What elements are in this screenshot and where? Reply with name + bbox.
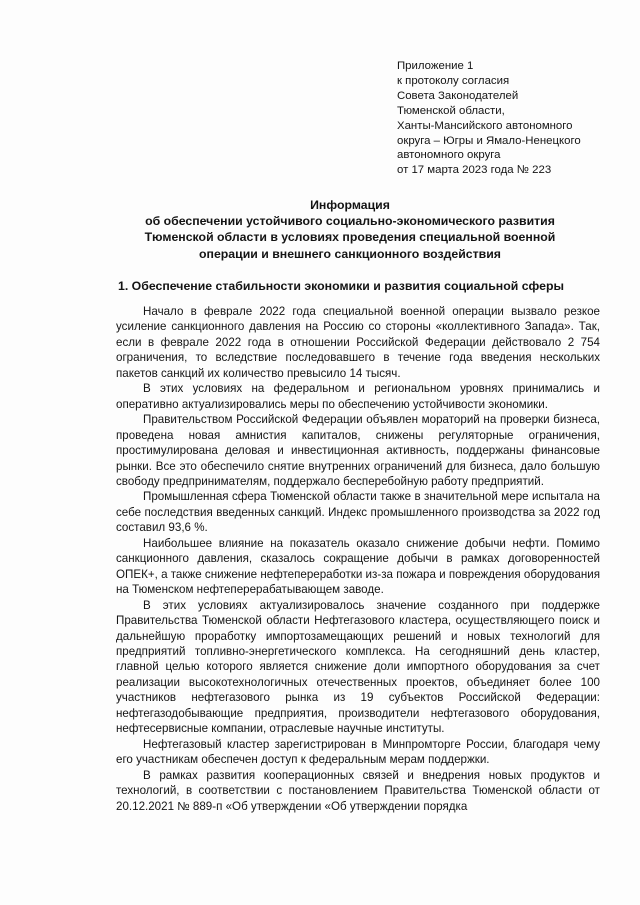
title-line: операции и внешнего санкционного воздействия xyxy=(199,246,501,261)
appendix-line: к протоколу согласия xyxy=(397,74,510,87)
appendix-line: от 17 марта 2023 года № 223 xyxy=(397,164,552,177)
body-text xyxy=(116,304,600,814)
paragraph: В рамках развития кооперационных связей и внедрения новых продуктов и технологий, в соответствии с постановлением Правительства Тюменской области от 20.12.2021 № 889-п «Об утверждении «Об утверждении порядка xyxy=(116,768,600,813)
appendix-line: автономного округа xyxy=(397,149,501,162)
paragraph: Промышленная сфера Тюменской области также в значительной мере испытала на себе последствия введенных санкций. Индекс промышленного производства за 2022 год составил 93,6 %. xyxy=(116,490,600,535)
appendix-line: Приложение 1 xyxy=(397,60,474,72)
appendix-line: Тюменской области, xyxy=(397,104,505,117)
section-heading: 1. Обеспечение стабильности экономики и развития социальной сферы xyxy=(118,279,564,293)
document-title xyxy=(100,197,600,262)
paragraph: Нефтегазовый кластер зарегистрирован в Минпромторге России, благодаря чему его участникам обеспечен доступ к федеральным мерам поддержки. xyxy=(116,737,600,767)
title-line: об обеспечении устойчивого социально-экономического развития xyxy=(145,214,555,229)
paragraph: В этих условиях на федеральном и региональном уровнях принимались и оперативно актуализировались меры по обеспечению устойчивости экономики. xyxy=(116,382,600,411)
paragraph: Наибольшее влияние на показатель оказало снижение добычи нефти. Помимо санкционного давления, сказалось сокращение добычи в рамках договоренностей ОПЕК+, а также снижение нефтепереработки из-за пожара и повреждения оборудования на Тюменском нефтеперерабатывающем заводе. xyxy=(116,536,600,597)
paragraph: В этих условиях актуализировалось значение созданного при поддержке Правительства Тюменской области Нефтегазового кластера, осуществляющего поиск и дальнейшую проработку импортозамещающих решений и новых технологий для предприятий топливно-энергетического комплекса. На сегодняшний день кластер, главной целью которого является снижение доли импортного оборудования за счет реализации высокотехнологичных отечественных проектов, объединяет более 100 участников нефтегазового рынка из 19 субъектов Российской Федерации: нефтегазодобывающие предприятия, производители нефтегазового оборудования, нефтесервисные компании, отраслевые научные институты. xyxy=(116,598,600,736)
appendix-line: округа – Югры и Ямало-Ненецкого xyxy=(397,134,581,147)
appendix-line: Совета Законодателей xyxy=(397,89,519,102)
title-line: Тюменской области в условиях проведения специальной военной xyxy=(144,230,556,245)
appendix-block xyxy=(397,59,632,178)
paragraph: Правительством Российской Федерации объявлен мораторий на проверки бизнеса, проведена новая амнистия капиталов, снижены регуляторные ограничения, простимулирована деловая и инвестиционная активность, поддержаны финансовые рынки. Все это обеспечило снятие внутренних ограничений для бизнеса, дало большую свободу предпринимателям, поддержало бесперебойную работу предприятий. xyxy=(116,413,600,488)
title-line: Информация xyxy=(310,198,390,212)
paragraph: Начало в феврале 2022 года специальной военной операции вызвало резкое усиление санкционного давления на Россию со стороны «коллективного Запада». Так, если в феврале 2022 года в отношении Российской Федерации действовало 2 754 ограничения, то вследствие последовавшего в течение года введения нескольких пакетов санкций их количество превысило 14 тысяч. xyxy=(116,305,600,380)
appendix-line: Ханты-Мансийского автономного xyxy=(397,119,573,132)
